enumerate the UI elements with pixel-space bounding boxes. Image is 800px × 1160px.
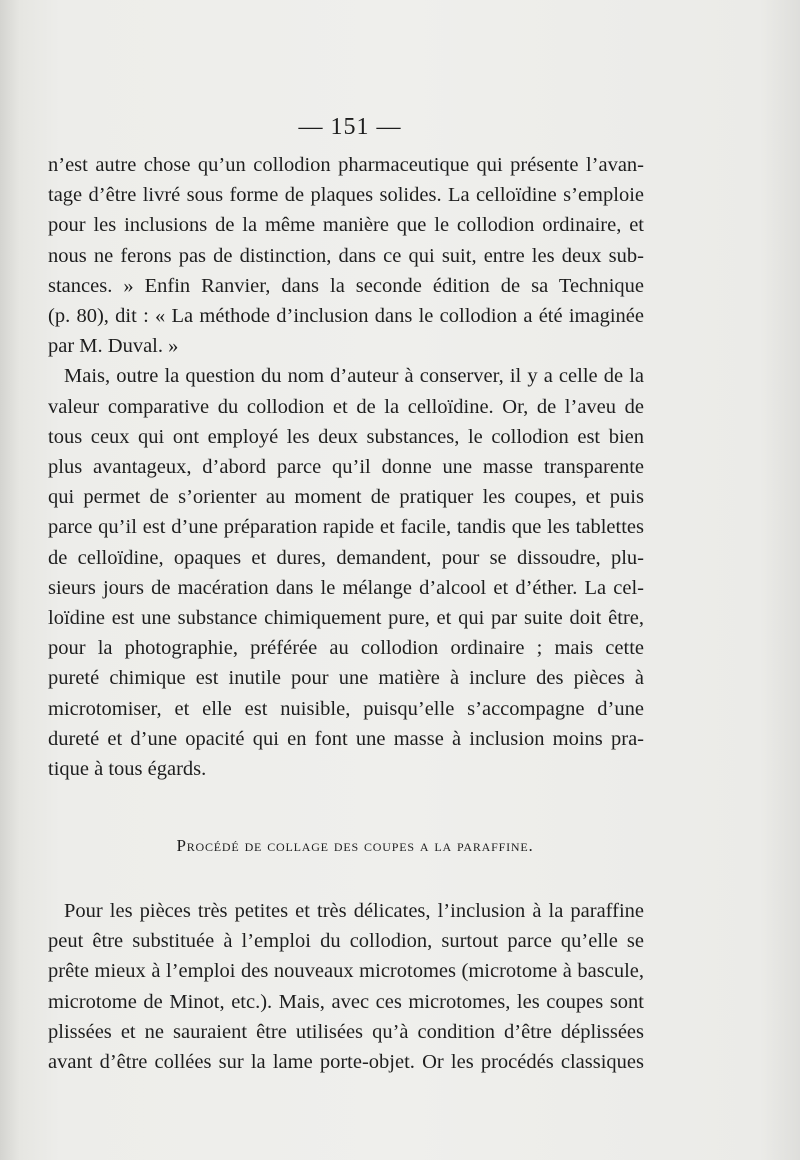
text-line: avant d’être collées sur la lame porte-objet. Or les procédés classiques — [48, 1051, 644, 1074]
text-line: tage d’être livré sous forme de plaques solides. La celloïdine s’emploie — [48, 184, 644, 207]
text-line: pour la photographie, préférée au collodion ordinaire ; mais cette — [48, 637, 644, 660]
text-line: qui permet de s’orienter au moment de pratiquer les coupes, et puis — [48, 486, 644, 509]
section-heading: Procédé de collage des coupes a la paraffine. — [176, 836, 534, 855]
text-line: pureté chimique est inutile pour une matière à inclure des pièces à — [48, 667, 644, 690]
text-line: plus avantageux, d’abord parce qu’il donne une masse transparente — [48, 456, 644, 479]
text-line: microtome de Minot, etc.). Mais, avec ces microtomes, les coupes sont — [48, 990, 644, 1013]
text-line: loïdine est une substance chimiquement pure, et qui par suite doit être, — [48, 607, 644, 630]
text-line: microtomiser, et elle est nuisible, puisqu’elle s’accompagne d’une — [48, 697, 644, 720]
text-line: (p. 80), dit : « La méthode d’inclusion dans le collodion a été imaginée — [48, 305, 644, 328]
text-line: nous ne ferons pas de distinction, dans ce qui suit, entre les deux sub- — [48, 244, 644, 267]
text-block-top — [48, 150, 644, 784]
text-line: peut être substituée à l’emploi du collodion, surtout parce qu’elle se — [48, 930, 644, 953]
text-line: pour les inclusions de la même manière que le collodion ordinaire, et — [48, 214, 644, 237]
text-line: parce qu’il est d’une préparation rapide et facile, tandis que les tablettes — [48, 516, 644, 539]
text-line: de celloïdine, opaques et dures, demandent, pour se dissoudre, plu- — [48, 546, 644, 569]
text-block-bottom — [48, 896, 644, 1077]
text-line: tous ceux qui ont employé les deux substances, le collodion est bien — [48, 425, 644, 448]
text-line: stances. » Enfin Ranvier, dans la seconde édition de sa Technique — [48, 274, 644, 297]
text-line: Pour les pièces très petites et très délicates, l’inclusion à la paraffine — [64, 900, 644, 922]
text-line: par M. Duval. » — [48, 335, 179, 358]
text-line: sieurs jours de macération dans le mélange d’alcool et d’éther. La cel- — [48, 576, 644, 599]
text-line: prête mieux à l’emploi des nouveaux microtomes (microtome à bascule, — [48, 960, 644, 983]
text-line: n’est autre chose qu’un collodion pharmaceutique qui présente l’avan- — [48, 154, 644, 176]
text-line: valeur comparative du collodion et de la celloïdine. Or, de l’aveu de — [48, 395, 644, 418]
text-line: Mais, outre la question du nom d’auteur à conserver, il y a celle de la — [64, 365, 644, 388]
text-line: dureté et d’une opacité qui en font une masse à inclusion moins pra- — [48, 727, 644, 750]
text-line: tique à tous égards. — [48, 758, 207, 781]
page-number: — 151 — — [298, 114, 402, 140]
text-line: plissées et ne sauraient être utilisées qu’à condition d’être déplissées — [48, 1020, 644, 1043]
